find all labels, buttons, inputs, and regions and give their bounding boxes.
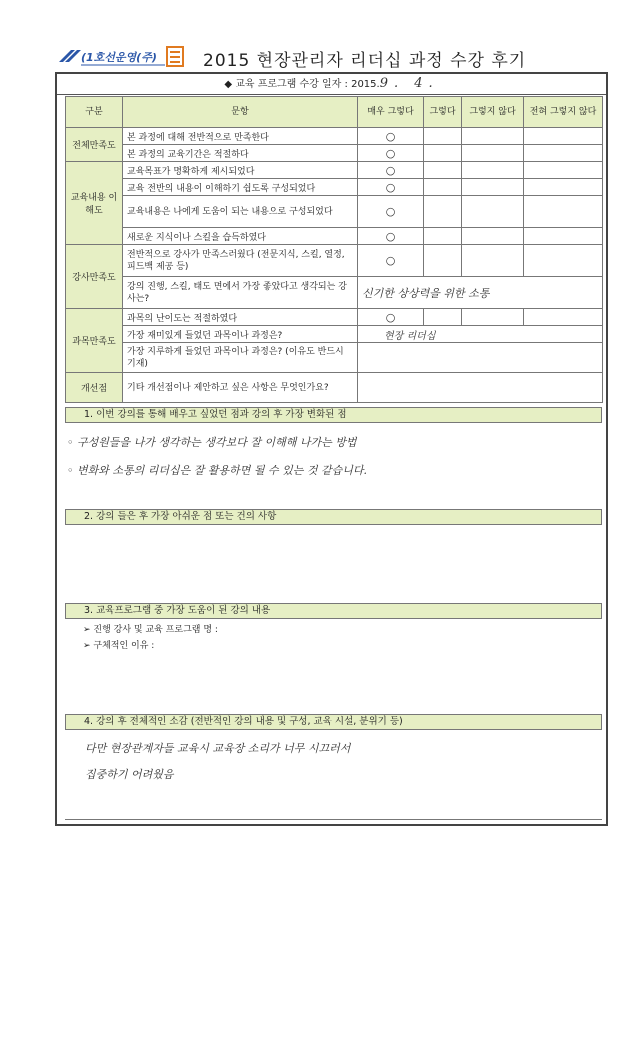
answer-cell: 신기한 상상력을 위한 소통	[358, 277, 603, 309]
category-cell: 과목만족도	[66, 309, 123, 373]
date-prefix: 2015.	[351, 79, 380, 90]
category-cell: 개선점	[66, 373, 123, 403]
question-cell: 기타 개선점이나 제안하고 싶은 사항은 무엇인가요?	[123, 373, 358, 403]
date-handwritten: 9. 4.	[379, 76, 439, 91]
question-cell: 교육내용은 나에게 도움이 되는 내용으로 구성되었다	[123, 196, 358, 228]
section-3-instructor-label: ➢ 진행 강사 및 교육 프로그램 명 :	[83, 625, 218, 635]
question-cell: 과목의 난이도는 적절하였다	[123, 309, 358, 326]
header-agree: 그렇다	[424, 97, 462, 128]
category-cell: 강사만족도	[66, 245, 123, 309]
header-question: 문항	[123, 97, 358, 128]
page-title: 2015 현장관리자 리더십 과정 수강 후기	[203, 51, 527, 71]
section-4-title: 4. 강의 후 전체적인 소감 (전반적인 강의 내용 및 구성, 교육 시설, 분위기 등)	[65, 714, 602, 730]
mark-cell: ○	[358, 179, 424, 196]
mark-cell: ○	[358, 245, 424, 277]
satisfaction-table	[65, 96, 603, 403]
table-row	[66, 128, 603, 145]
table-row	[66, 179, 603, 196]
section-1-answer-line: ◦ 변화와 소통의 리더십은 잘 활용하면 될 수 있는 것 같습니다.	[67, 464, 367, 477]
table-row	[66, 326, 603, 343]
section-3-title: 3. 교육프로그램 중 가장 도움이 된 강의 내용	[65, 603, 602, 619]
table-row	[66, 245, 603, 277]
mark-cell: ○	[358, 162, 424, 179]
question-cell: 가장 재미있게 들었던 과목이나 과정은?	[123, 326, 358, 343]
header-strongly-agree: 매우 그렇다	[358, 97, 424, 128]
header-strongly-disagree: 전혀 그렇지 않다	[524, 97, 603, 128]
table-row	[66, 309, 603, 326]
question-cell: 새로운 지식이나 스킬을 습득하였다	[123, 228, 358, 245]
question-cell: 본 과정에 대해 전반적으로 만족한다	[123, 128, 358, 145]
date-label: ◆ 교육 프로그램 수강 일자 :	[224, 79, 348, 90]
mark-cell: ○	[358, 145, 424, 162]
table-row	[66, 228, 603, 245]
answer-cell	[358, 373, 603, 403]
header-category: 구분	[66, 97, 123, 128]
answer-cell	[358, 343, 603, 373]
question-cell: 강의 진행, 스킬, 태도 면에서 가장 좋았다고 생각되는 강사는?	[123, 277, 358, 309]
section-4-answer-line: 다만 현장관계자들 교육시 교육장 소리가 너무 시끄러서	[85, 742, 351, 755]
answer-cell: 현장 리더십	[358, 326, 603, 343]
svg-text:(1호선운영(주): (1호선운영(주)	[81, 51, 157, 64]
table-row	[66, 162, 603, 179]
header-disagree: 그렇지 않다	[462, 97, 524, 128]
mark-cell: ○	[358, 196, 424, 228]
question-cell: 본 과정의 교육기간은 적절하다	[123, 145, 358, 162]
mark-cell: ○	[358, 128, 424, 145]
question-cell: 교육목표가 명확하게 제시되었다	[123, 162, 358, 179]
table-row	[66, 373, 603, 403]
question-cell: 교육 전반의 내용이 이해하기 쉽도록 구성되었다	[123, 179, 358, 196]
question-cell: 전반적으로 강사가 만족스러웠다 (전문지식, 스킬, 열정, 피드백 제공 등)	[123, 245, 358, 277]
page-header	[55, 44, 610, 72]
question-cell: 가장 지루하게 들었던 과목이나 과정은? (이유도 반드시 기재)	[123, 343, 358, 373]
company-logo	[55, 46, 185, 68]
section-1-answer-line: ◦ 구성원들을 나가 생각하는 생각보다 잘 이해해 나가는 방법	[67, 436, 357, 449]
table-row	[66, 277, 603, 309]
category-cell: 전체만족도	[66, 128, 123, 162]
table-row	[66, 343, 603, 373]
date-line	[57, 74, 606, 95]
bottom-rule	[65, 819, 602, 820]
table-row	[66, 145, 603, 162]
category-cell: 교육내용 이해도	[66, 162, 123, 245]
section-3-reason-label: ➢ 구체적인 이유 :	[83, 641, 155, 651]
table-header-row	[66, 97, 603, 128]
section-4-answer-line: 집중하기 어려웠음	[85, 768, 174, 781]
mark-cell: ○	[358, 309, 424, 326]
section-2-title: 2. 강의 들은 후 가장 아쉬운 점 또는 건의 사항	[65, 509, 602, 525]
mark-cell: ○	[358, 228, 424, 245]
table-row	[66, 196, 603, 228]
survey-form	[55, 72, 608, 826]
section-1-title: 1. 이번 강의를 통해 배우고 싶었던 점과 강의 후 가장 변화된 점	[65, 407, 602, 423]
